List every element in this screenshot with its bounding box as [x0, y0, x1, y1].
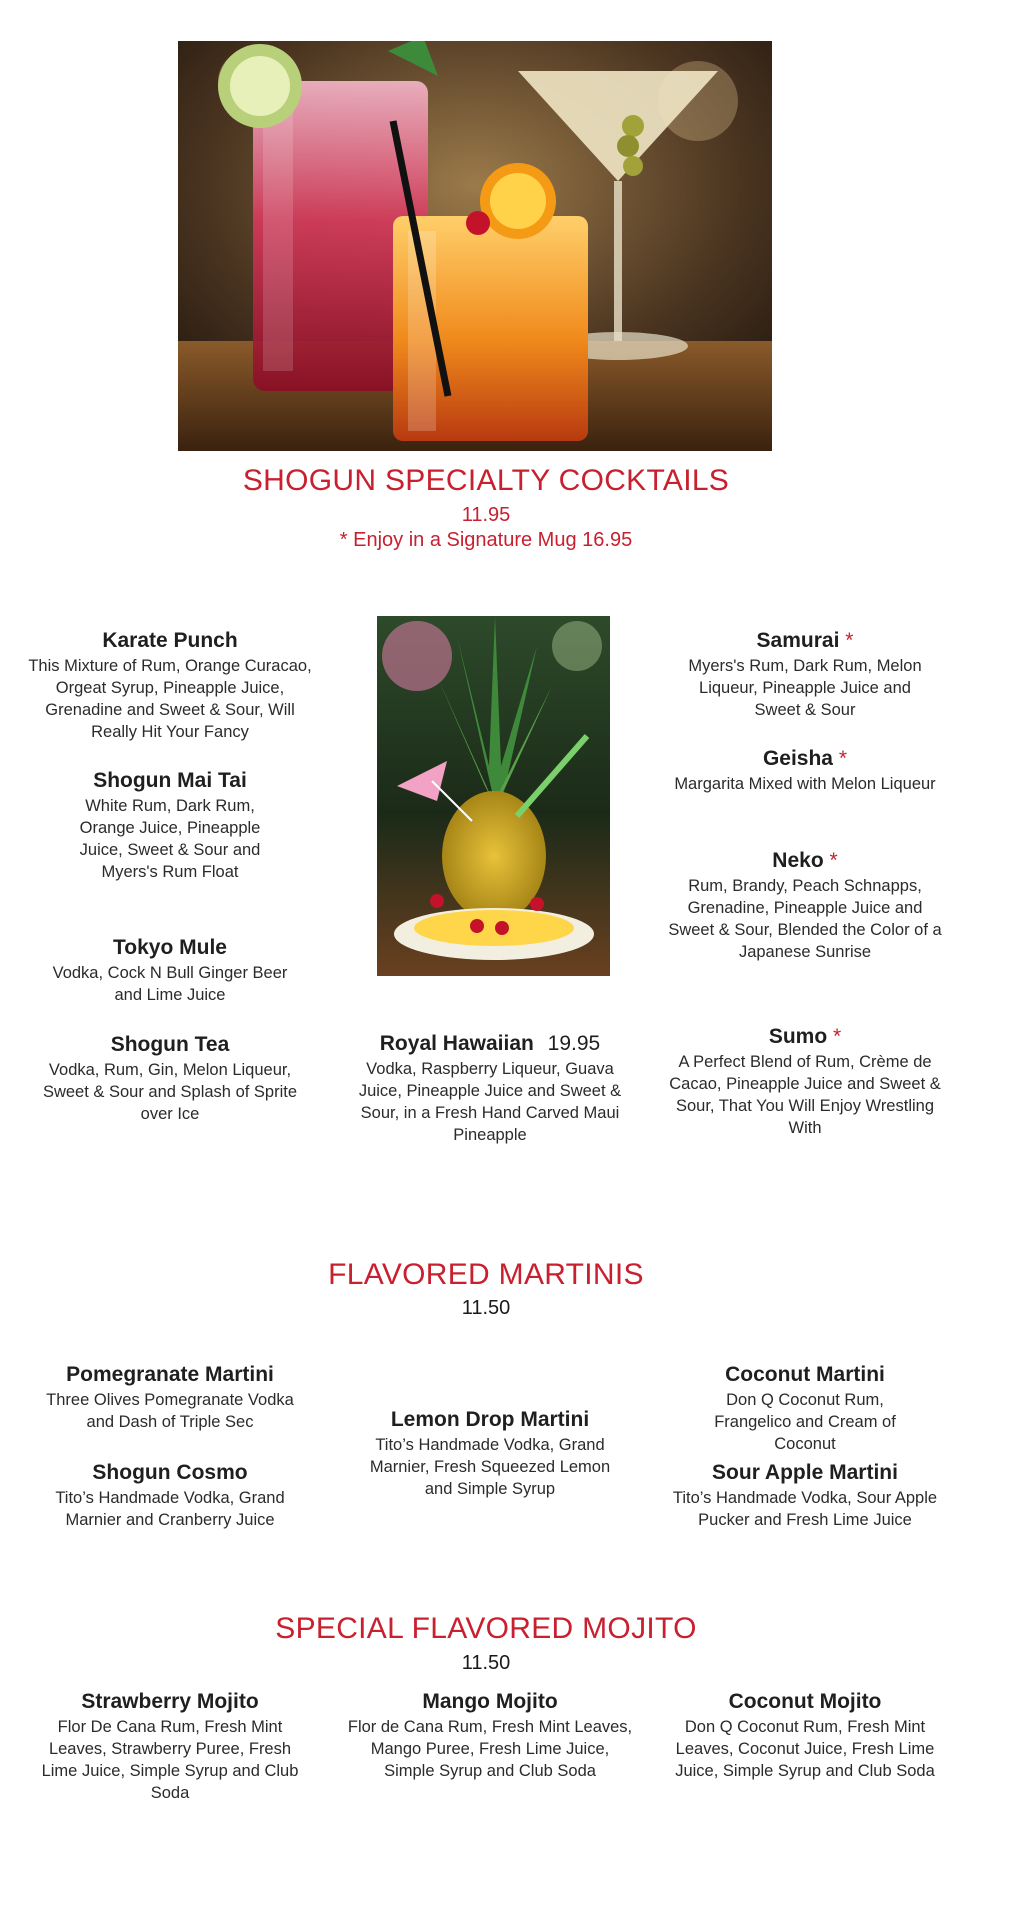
item-name: Sour Apple Martini: [712, 1461, 898, 1484]
item-name-row: [655, 745, 955, 773]
menu-item-sour-apple-martini: [655, 1459, 955, 1531]
menu-item-geisha: [655, 745, 955, 795]
item-name: Shogun Tea: [110, 1033, 230, 1056]
item-description: Rum, Brandy, Peach Schnapps, Grenadine, Pineapple Juice and Sweet & Sour, Blended the Color of a Japanese Sunrise: [668, 877, 942, 961]
specialty-price: 11.95: [461, 504, 511, 526]
item-name: Lemon Drop Martini: [390, 1408, 590, 1431]
menu-item-tokyo-mule: [30, 934, 310, 1006]
menu-item-coconut-mojito: [655, 1688, 955, 1782]
pineapple-drink-photo: [377, 616, 610, 976]
item-name-row: [350, 1030, 630, 1058]
item-description: Vodka, Cock N Bull Ginger Beer and Lime Juice: [52, 964, 288, 1004]
menu-item-neko: [660, 847, 950, 963]
menu-item-samurai: [665, 627, 945, 721]
signature-mug-star: *: [833, 1025, 842, 1048]
item-description: Vodka, Rum, Gin, Melon Liqueur, Sweet & Sour and Splash of Sprite over Ice: [42, 1061, 298, 1123]
item-description: This Mixture of Rum, Orange Curacao, Orgeat Syrup, Pineapple Juice, Grenadine and Sweet & Sour, Will Really Hit Your Fancy: [28, 657, 312, 741]
item-description: Don Q Coconut Rum, Fresh Mint Leaves, Coconut Juice, Fresh Lime Juice, Simple Syrup and Club Soda: [675, 1718, 935, 1780]
menu-item-royal-hawaiian: [350, 1030, 630, 1146]
menu-item-shogun-mai-tai: [40, 767, 300, 883]
menu-item-pomegranate-martini: [30, 1361, 310, 1433]
item-description: Tito’s Handmade Vodka, Grand Marnier, Fresh Squeezed Lemon and Simple Syrup: [369, 1436, 611, 1498]
menu-item-sumo: [655, 1023, 955, 1139]
mojitos-title: SPECIAL FLAVORED MOJITO: [275, 1612, 697, 1645]
item-description: Myers's Rum, Dark Rum, Melon Liqueur, Pineapple Juice and Sweet & Sour: [688, 657, 922, 719]
menu-item-shogun-tea: [25, 1031, 315, 1125]
item-description: Three Olives Pomegranate Vodka and Dash of Triple Sec: [46, 1391, 294, 1431]
item-description: Margarita Mixed with Melon Liqueur: [674, 775, 936, 793]
martinis-price: 11.50: [461, 1297, 511, 1319]
item-description: Vodka, Raspberry Liqueur, Guava Juice, Pineapple Juice and Sweet & Sour, in a Fresh Hand Carved Maui Pineapple: [358, 1060, 622, 1144]
signature-mug-star: *: [845, 629, 854, 652]
item-name: Coconut Mojito: [728, 1690, 882, 1713]
item-name: Geisha: [762, 747, 833, 770]
item-description: Tito’s Handmade Vodka, Sour Apple Pucker and Fresh Lime Juice: [672, 1489, 938, 1529]
signature-mug-star: *: [829, 849, 838, 872]
item-name: Royal Hawaiian: [379, 1032, 534, 1055]
item-name: Strawberry Mojito: [81, 1690, 259, 1713]
menu-item-lemon-drop-martini: [345, 1406, 635, 1500]
menu-item-strawberry-mojito: [30, 1688, 310, 1804]
menu-item-karate-punch: [20, 627, 320, 743]
specialty-title: SHOGUN SPECIALTY COCKTAILS: [242, 464, 730, 497]
item-name-row: [665, 627, 945, 655]
item-name: Sumo: [768, 1025, 828, 1048]
item-description: Flor de Cana Rum, Fresh Mint Leaves, Mango Puree, Fresh Lime Juice, Simple Syrup and Club Soda: [347, 1718, 633, 1780]
item-description: White Rum, Dark Rum, Orange Juice, Pineapple Juice, Sweet & Sour and Myers's Rum Float: [79, 797, 261, 881]
item-name-row: [660, 847, 950, 875]
menu-item-coconut-martini: [660, 1361, 950, 1455]
item-name: Tokyo Mule: [113, 936, 227, 959]
item-name-row: [655, 1023, 955, 1051]
cocktails-photo: [178, 41, 772, 451]
signature-mug-star: *: [838, 747, 848, 770]
item-name: Mango Mojito: [422, 1690, 558, 1713]
menu-item-mango-mojito: [340, 1688, 640, 1782]
item-name: Samurai: [756, 629, 840, 652]
item-name: Shogun Cosmo: [92, 1461, 248, 1484]
item-name: Coconut Martini: [725, 1363, 885, 1386]
item-description: Flor De Cana Rum, Fresh Mint Leaves, Strawberry Puree, Fresh Lime Juice, Simple Syrup and Club Soda: [41, 1718, 299, 1802]
signature-mug-note: * Enjoy in a Signature Mug 16.95: [339, 529, 633, 551]
item-description: Don Q Coconut Rum, Frangelico and Cream of Coconut: [714, 1391, 896, 1453]
item-price: 19.95: [547, 1032, 601, 1055]
item-description: A Perfect Blend of Rum, Crème de Cacao, Pineapple Juice and Sweet & Sour, That You Will Enjoy Wrestling With: [669, 1053, 941, 1137]
menu-item-shogun-cosmo: [20, 1459, 320, 1531]
item-name: Shogun Mai Tai: [93, 769, 247, 792]
item-name: Karate Punch: [102, 629, 238, 652]
martinis-title: FLAVORED MARTINIS: [328, 1258, 644, 1291]
mojitos-price: 11.50: [461, 1652, 511, 1674]
item-name: Neko: [772, 849, 824, 872]
item-description: Tito’s Handmade Vodka, Grand Marnier and Cranberry Juice: [55, 1489, 285, 1529]
item-name: Pomegranate Martini: [66, 1363, 274, 1386]
